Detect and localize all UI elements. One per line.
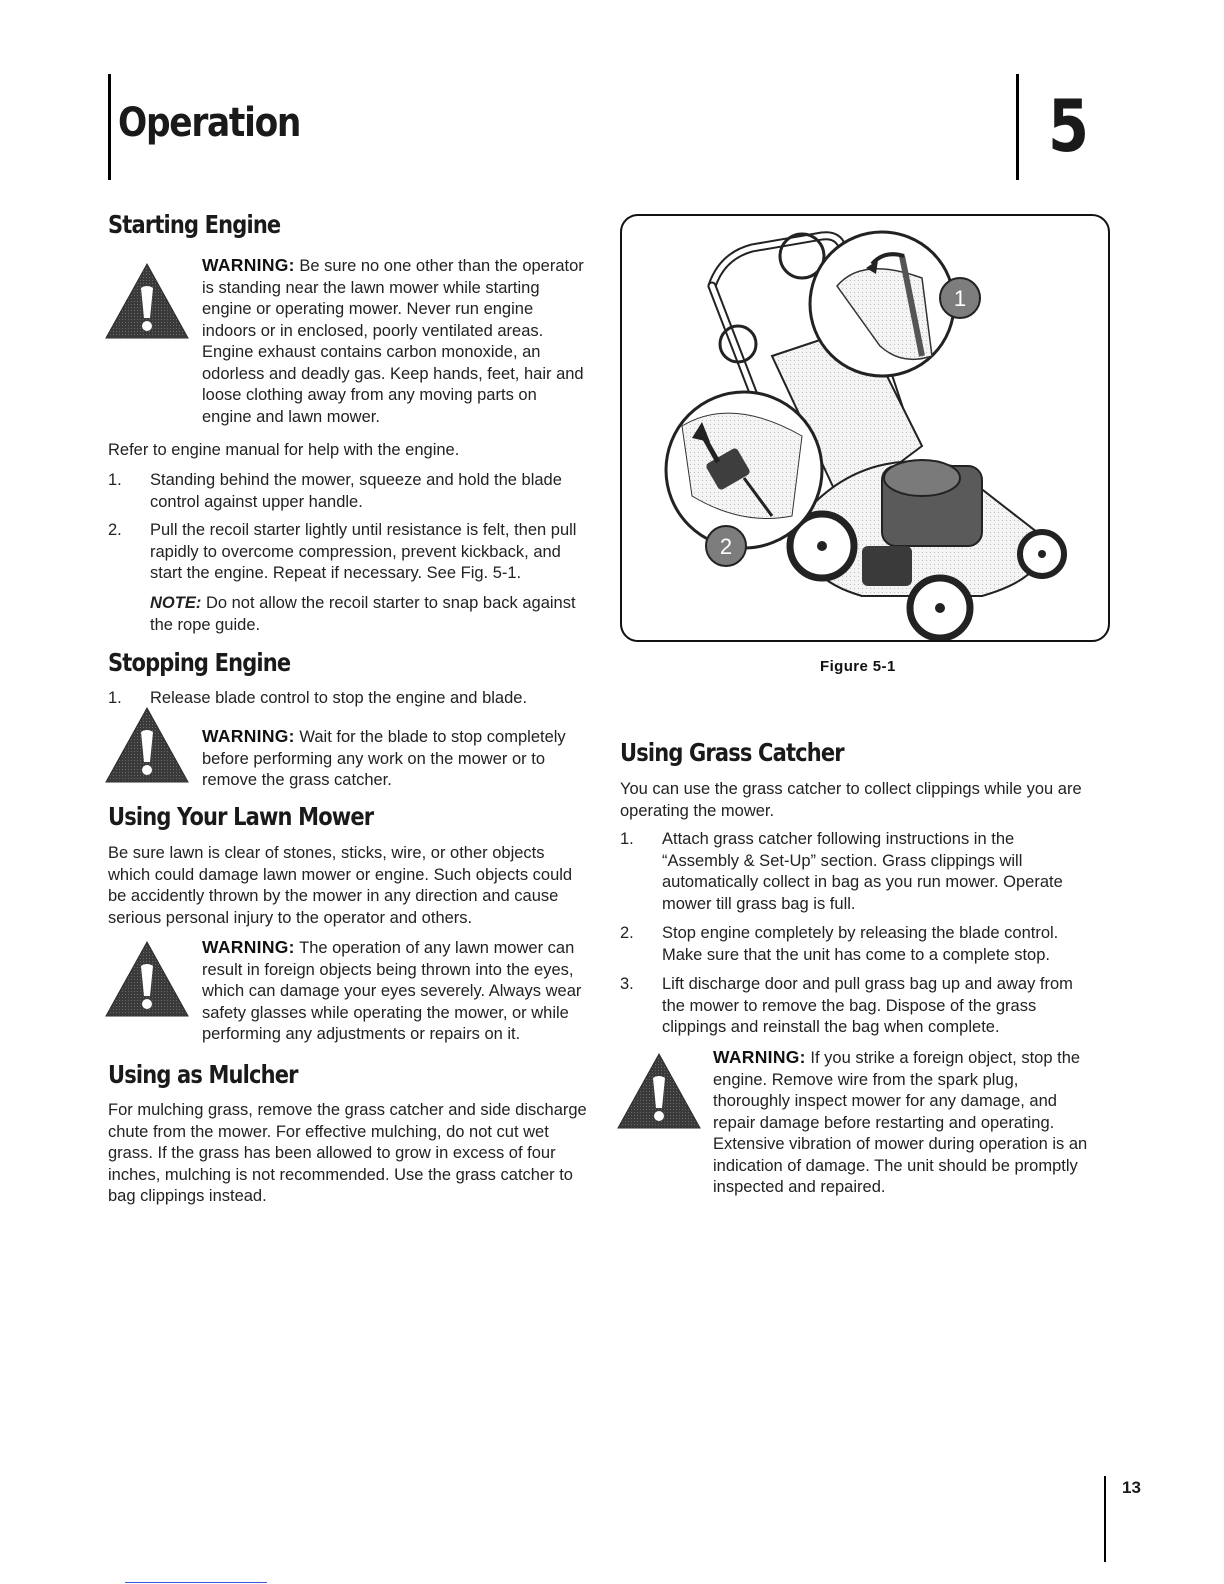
heading-using-lawn-mower: Using Your Lawn Mower (108, 802, 374, 831)
warning-label: WARNING: (202, 726, 295, 746)
list-item: 1. Standing behind the mower, squeeze and hold the blade control against upper handle. (108, 471, 562, 511)
note-starter: NOTE: Do not allow the recoil starter to snap back against the rope guide. (150, 594, 576, 634)
warning-triangle-icon (104, 706, 190, 784)
heading-stopping-engine: Stopping Engine (108, 648, 291, 677)
list-item: 3. Lift discharge door and pull grass bag up and away from the mower to remove the bag. Dispose of the grass clippings and reinstall the bag when complete. (620, 975, 1073, 1036)
catcher-paragraph: You can use the grass catcher to collect clippings while you are operating the mower. (620, 780, 1082, 820)
heading-using-as-mulcher: Using as Mulcher (108, 1060, 298, 1089)
list-item: 2. Stop engine completely by releasing the blade control. Make sure that the unit has come to a complete stop. (620, 924, 1059, 964)
warning-using: WARNING: The operation of any lawn mower can result in foreign objects being thrown into the eyes, which can damage your eyes severely. Always wear safety glasses while operating the mower, or while performing any adjustments or repairs on it. (202, 937, 582, 1043)
heading-starting-engine: Starting Engine (108, 210, 281, 239)
page-number: 13 (1122, 1478, 1141, 1497)
list-item: 1. Attach grass catcher following instructions in the “Assembly & Set-Up” section. Grass clippings will automatically collect in bag as you run mower. Operate mower till grass bag is full. (620, 830, 1063, 913)
heading-using-grass-catcher: Using Grass Catcher (620, 738, 844, 767)
warning-label: WARNING: (202, 255, 295, 275)
mulcher-paragraph: For mulching grass, remove the grass catcher and side discharge chute from the mower. For effective mulching, do not cut wet grass. If the grass has been allowed to grow in excess of four inches, mulching is not recommended. Use the grass catcher to bag clippings instead. (108, 1101, 587, 1205)
warning-triangle-icon (104, 940, 190, 1018)
warning-label: WARNING: (202, 937, 295, 957)
warning-triangle-icon (616, 1052, 702, 1130)
page-number-rule (1104, 1476, 1106, 1562)
warning-label: WARNING: (713, 1047, 806, 1067)
using-paragraph: Be sure lawn is clear of stones, sticks, wire, or other objects which could damage lawn mower or engine. Such objects could be accidently thrown by the mower in any direction and cause serious personal injury to the operator and others. (108, 844, 573, 927)
figure-lawn-mower (620, 214, 1110, 642)
figure-caption: Figure 5-1 (820, 658, 896, 675)
warning-triangle-icon (104, 262, 190, 340)
list-item: 1. Release blade control to stop the engine and blade. (108, 689, 528, 707)
chapter-number: 5 (1048, 84, 1090, 168)
warning-starting: WARNING: Be sure no one other than the operator is standing near the lawn mower while starting engine or operating mower. Never run engine indoors or in enclosed, poorly ventilated areas. Engine exhaust contains carbon monoxide, an odorless and deadly gas. Keep hands, feet, hair and loose clothing away from any moving parts on engine and lawn mower. (202, 255, 584, 426)
callout-1: 1 (953, 286, 967, 311)
callout-2: 2 (719, 534, 733, 559)
footer-underline (125, 1582, 267, 1583)
list-item: 2. Pull the recoil starter lightly until resistance is felt, then pull rapidly to overcome compression, prevent kickback, and start the engine. Repeat if necessary. See Fig. 5-1. (108, 521, 577, 582)
warning-stopping: WARNING: Wait for the blade to stop completely before performing any work on the mower or to remove the grass catcher. (202, 726, 566, 789)
page-title: Operation (118, 100, 301, 146)
starting-intro: Refer to engine manual for help with the engine. (108, 441, 460, 459)
warning-catcher: WARNING: If you strike a foreign object, stop the engine. Remove wire from the spark plug, thoroughly inspect mower for any damage, and repair damage before restarting and operating. Extensive vibration of mower during operation is an indication of damage. The unit should be promptly inspected and repaired. (713, 1047, 1088, 1196)
title-rule-left (108, 74, 111, 180)
lawn-mower-illustration (622, 216, 1108, 640)
title-rule-right (1016, 74, 1019, 180)
